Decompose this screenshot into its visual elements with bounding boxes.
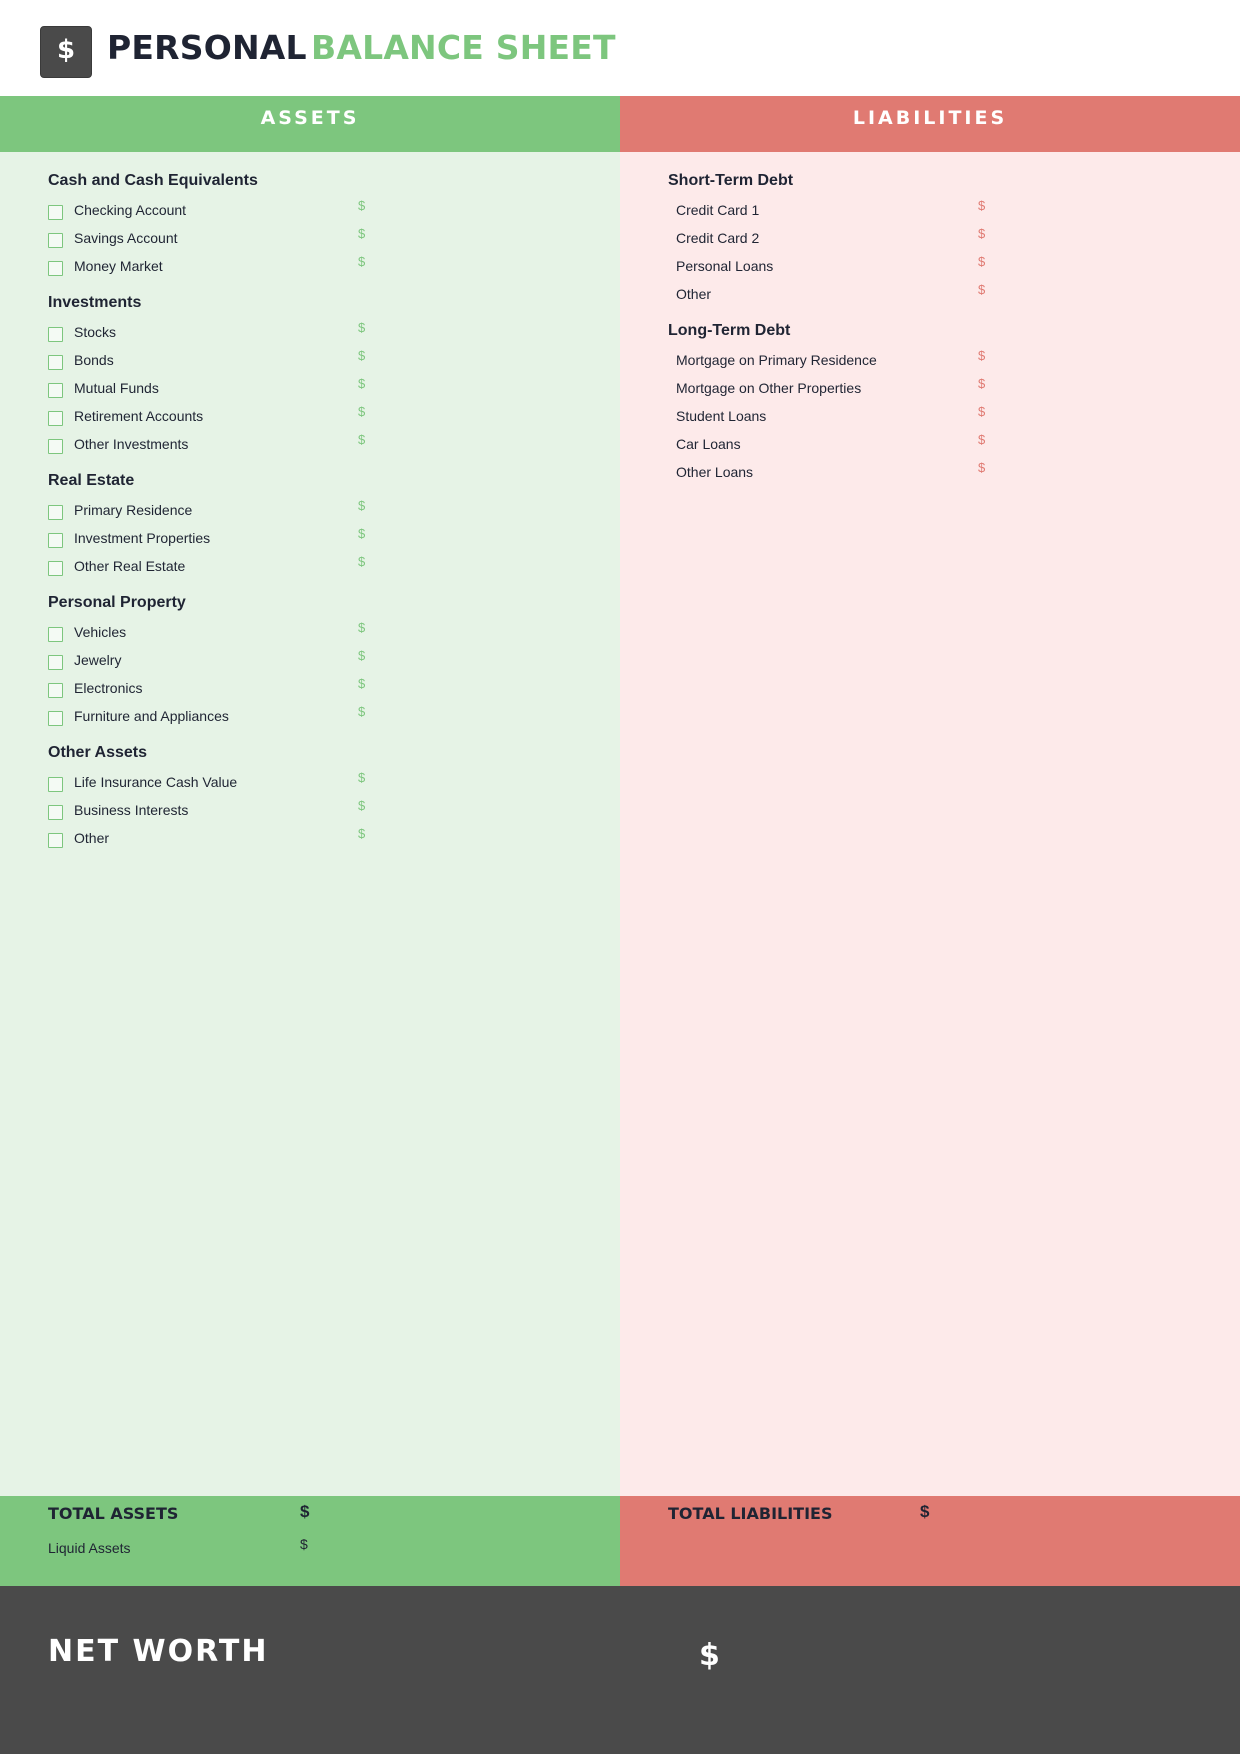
amount-field[interactable]: $ xyxy=(358,254,366,269)
line-item-label: Personal Loans xyxy=(676,258,774,274)
line-item-label: Student Loans xyxy=(676,408,767,424)
line-item-retirement-accounts xyxy=(48,402,588,430)
section-personal-property xyxy=(48,588,588,730)
line-item-label: Checking Account xyxy=(74,202,187,218)
line-item-label: Vehicles xyxy=(74,624,127,640)
amount-field[interactable]: $ xyxy=(358,826,366,841)
line-item-label: Mortgage on Other Properties xyxy=(676,380,862,396)
checkbox[interactable] xyxy=(48,205,63,220)
line-item-label: Other xyxy=(74,830,110,846)
section-title: Investments xyxy=(48,294,142,311)
section-title: Real Estate xyxy=(48,472,135,489)
checkbox[interactable] xyxy=(48,383,63,398)
checkbox[interactable] xyxy=(48,233,63,248)
amount-field[interactable]: $ xyxy=(358,648,366,663)
amount-field[interactable]: $ xyxy=(358,404,366,419)
line-item-credit-card-2 xyxy=(668,224,1208,252)
amount-field[interactable]: $ xyxy=(978,432,986,447)
line-item-label: Credit Card 1 xyxy=(676,202,760,218)
line-item-label: Investment Properties xyxy=(74,530,211,546)
checkbox[interactable] xyxy=(48,505,63,520)
liabilities-totals xyxy=(620,1496,1240,1586)
checkbox[interactable] xyxy=(48,561,63,576)
line-item-furniture-and-appliances xyxy=(48,702,588,730)
line-item-label: Retirement Accounts xyxy=(74,408,204,424)
checkbox[interactable] xyxy=(48,327,63,342)
amount-field[interactable]: $ xyxy=(358,376,366,391)
line-item-label: Car Loans xyxy=(676,436,741,452)
checkbox[interactable] xyxy=(48,683,63,698)
line-item-label: Other xyxy=(676,286,712,302)
amount-field[interactable]: $ xyxy=(358,770,366,785)
line-item-car-loans xyxy=(668,430,1208,458)
title-balance-sheet: BALANCE SHEET xyxy=(311,28,616,67)
amount-field[interactable]: $ xyxy=(978,282,986,297)
amount-field[interactable]: $ xyxy=(358,320,366,335)
section-title: Personal Property xyxy=(48,594,186,611)
amount-field[interactable]: $ xyxy=(358,498,366,513)
line-item-other xyxy=(48,824,588,852)
line-item-money-market xyxy=(48,252,588,280)
liquid-assets-label: Liquid Assets xyxy=(48,1540,131,1556)
line-item-label: Stocks xyxy=(74,324,117,340)
line-item-jewelry xyxy=(48,646,588,674)
line-item-label: Other Real Estate xyxy=(74,558,186,574)
amount-field[interactable]: $ xyxy=(358,348,366,363)
assets-panel xyxy=(0,152,620,1496)
amount-field[interactable]: $ xyxy=(358,198,366,213)
line-item-investment-properties xyxy=(48,524,588,552)
line-item-label: Business Interests xyxy=(74,802,189,818)
section-cash-and-cash-equivalents xyxy=(48,166,588,280)
line-item-label: Furniture and Appliances xyxy=(74,708,229,724)
amount-field[interactable]: $ xyxy=(978,348,986,363)
line-item-other-loans xyxy=(668,458,1208,486)
section-title: Cash and Cash Equivalents xyxy=(48,172,258,189)
section-real-estate xyxy=(48,466,588,580)
liabilities-panel xyxy=(620,152,1240,1496)
line-item-student-loans xyxy=(668,402,1208,430)
checkbox[interactable] xyxy=(48,805,63,820)
section-short-term-debt xyxy=(668,166,1208,308)
line-item-label: Savings Account xyxy=(74,230,178,246)
amount-field[interactable]: $ xyxy=(978,404,986,419)
checkbox[interactable] xyxy=(48,627,63,642)
amount-field[interactable]: $ xyxy=(978,376,986,391)
line-item-credit-card-1 xyxy=(668,196,1208,224)
dollar-logo-icon: $ xyxy=(40,26,92,78)
line-item-savings-account xyxy=(48,224,588,252)
checkbox[interactable] xyxy=(48,533,63,548)
section-title: Other Assets xyxy=(48,744,147,761)
checkbox[interactable] xyxy=(48,777,63,792)
total-assets-label: TOTAL ASSETS xyxy=(48,1504,179,1523)
checkbox[interactable] xyxy=(48,833,63,848)
line-item-checking-account xyxy=(48,196,588,224)
checkbox[interactable] xyxy=(48,439,63,454)
line-item-bonds xyxy=(48,346,588,374)
section-investments xyxy=(48,288,588,458)
line-item-vehicles xyxy=(48,618,588,646)
amount-field[interactable]: $ xyxy=(978,226,986,241)
net-worth-value[interactable]: $ xyxy=(699,1638,720,1673)
section-title: Short-Term Debt xyxy=(668,172,794,189)
page-header xyxy=(0,0,1240,96)
amount-field[interactable]: $ xyxy=(358,432,366,447)
total-liabilities-label: TOTAL LIABILITIES xyxy=(668,1504,833,1523)
amount-field[interactable]: $ xyxy=(358,526,366,541)
line-item-label: Money Market xyxy=(74,258,163,274)
amount-field[interactable]: $ xyxy=(358,554,366,569)
line-item-stocks xyxy=(48,318,588,346)
line-item-other xyxy=(668,280,1208,308)
line-item-mortgage-on-other-properties xyxy=(668,374,1208,402)
section-other-assets xyxy=(48,738,588,852)
line-item-label: Life Insurance Cash Value xyxy=(74,774,238,790)
checkbox[interactable] xyxy=(48,355,63,370)
amount-field[interactable]: $ xyxy=(978,254,986,269)
line-item-life-insurance-cash-value xyxy=(48,768,588,796)
line-item-business-interests xyxy=(48,796,588,824)
checkbox[interactable] xyxy=(48,711,63,726)
total-assets-value[interactable]: $ xyxy=(300,1502,310,1521)
line-item-label: Mutual Funds xyxy=(74,380,159,396)
liquid-assets-value[interactable]: $ xyxy=(300,1536,308,1552)
amount-field[interactable]: $ xyxy=(358,676,366,691)
line-item-label: Jewelry xyxy=(74,652,122,668)
line-item-label: Bonds xyxy=(74,352,114,368)
checkbox[interactable] xyxy=(48,411,63,426)
checkbox[interactable] xyxy=(48,655,63,670)
line-item-mutual-funds xyxy=(48,374,588,402)
amount-field[interactable]: $ xyxy=(978,198,986,213)
line-item-label: Primary Residence xyxy=(74,502,193,518)
line-item-label: Mortgage on Primary Residence xyxy=(676,352,877,368)
total-liabilities-value[interactable]: $ xyxy=(920,1502,930,1521)
section-long-term-debt xyxy=(668,316,1208,486)
line-item-primary-residence xyxy=(48,496,588,524)
line-item-mortgage-on-primary-residence xyxy=(668,346,1208,374)
amount-field[interactable]: $ xyxy=(358,704,366,719)
liabilities-heading: LIABILITIES xyxy=(620,96,1240,152)
assets-totals xyxy=(0,1496,620,1586)
checkbox[interactable] xyxy=(48,261,63,276)
amount-field[interactable]: $ xyxy=(358,620,366,635)
amount-field[interactable]: $ xyxy=(358,226,366,241)
line-item-personal-loans xyxy=(668,252,1208,280)
amount-field[interactable]: $ xyxy=(358,798,366,813)
net-worth-label: NET WORTH xyxy=(48,1634,269,1669)
line-item-electronics xyxy=(48,674,588,702)
net-worth-bar xyxy=(0,1586,1240,1754)
line-item-label: Electronics xyxy=(74,680,143,696)
assets-heading: ASSETS xyxy=(0,96,620,152)
line-item-label: Credit Card 2 xyxy=(676,230,760,246)
line-item-other-investments xyxy=(48,430,588,458)
line-item-label: Other Investments xyxy=(74,436,189,452)
title-personal: PERSONAL xyxy=(107,28,307,67)
amount-field[interactable]: $ xyxy=(978,460,986,475)
section-title: Long-Term Debt xyxy=(668,322,791,339)
line-item-other-real-estate xyxy=(48,552,588,580)
line-item-label: Other Loans xyxy=(676,464,754,480)
